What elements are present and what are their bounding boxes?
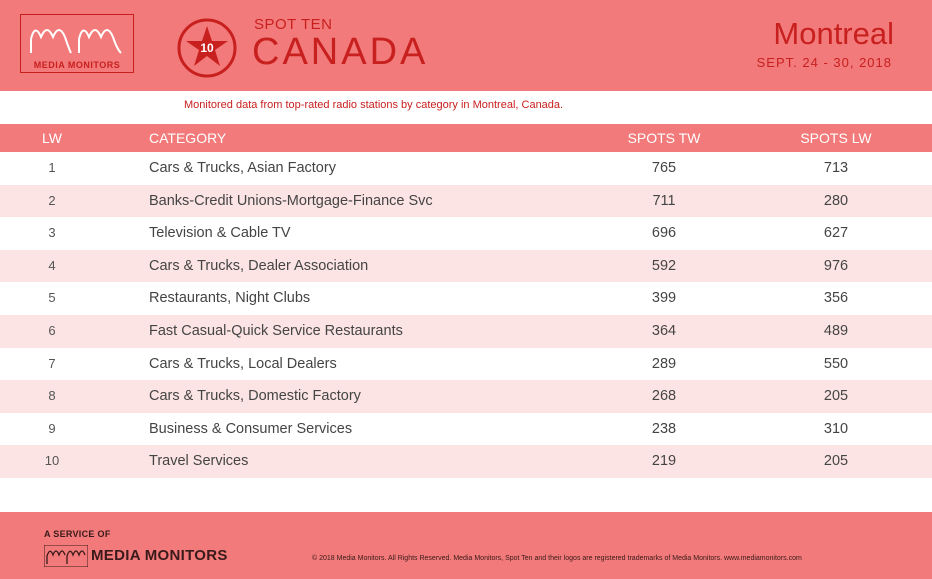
service-of-label: A SERVICE OF	[44, 529, 111, 539]
cell-lw: 2	[48, 192, 56, 208]
cell-lw: 3	[48, 225, 56, 241]
table-row	[0, 348, 932, 381]
footer-brand: MEDIA MONITORS	[91, 547, 228, 564]
cell-spots-tw: 592	[651, 257, 677, 274]
table-row	[0, 185, 932, 218]
table-row	[0, 217, 932, 250]
cell-spots-lw: 489	[823, 322, 849, 339]
cell-category: Fast Casual-Quick Service Restaurants	[149, 322, 403, 339]
cell-spots-tw: 289	[651, 355, 677, 372]
column-header-category: CATEGORY	[149, 130, 227, 146]
cell-spots-lw: 713	[823, 160, 849, 176]
waveform-icon	[29, 19, 125, 57]
cell-spots-lw: 976	[823, 257, 849, 274]
table-row	[0, 152, 932, 185]
country-title: CANADA	[252, 31, 429, 73]
subtitle: Monitored data from top-rated radio stations by category in Montreal, Canada.	[184, 99, 564, 111]
star-badge-icon	[176, 17, 238, 84]
table-header	[0, 124, 932, 152]
table-row	[0, 282, 932, 315]
media-monitors-footer-logo	[44, 545, 88, 572]
cell-spots-lw: 280	[823, 192, 849, 209]
cell-spots-lw: 205	[823, 453, 849, 470]
cell-spots-lw: 205	[823, 388, 849, 405]
waveform-icon	[44, 545, 88, 567]
badge-number: 10	[200, 41, 214, 55]
cell-category: Restaurants, Night Clubs	[149, 290, 311, 307]
cell-category: Cars & Trucks, Dealer Association	[149, 257, 369, 274]
cell-spots-tw: 765	[651, 160, 677, 176]
cell-lw: 1	[48, 160, 56, 175]
cell-spots-tw: 711	[652, 192, 676, 209]
copyright-text: © 2018 Media Monitors. All Rights Reserved. Media Monitors, Spot Ten and their logos are registered trademarks of Media Monitors. www.mediamonitors.com	[312, 555, 802, 562]
city-title: Montreal	[773, 16, 894, 51]
table-row	[0, 413, 932, 446]
cell-lw: 10	[44, 453, 60, 469]
header	[0, 0, 932, 91]
cell-lw: 8	[48, 388, 56, 404]
cell-category: Travel Services	[149, 453, 249, 470]
table-row	[0, 380, 932, 413]
cell-spots-lw: 627	[823, 225, 849, 242]
column-header-lw: LW	[42, 130, 62, 146]
cell-lw: 5	[48, 290, 56, 306]
cell-category: Banks-Credit Unions-Mortgage-Finance Svc	[149, 192, 433, 209]
footer	[0, 512, 932, 579]
brand-line: SPOT TEN	[254, 16, 333, 33]
cell-lw: 7	[48, 355, 56, 371]
table-row	[0, 445, 932, 478]
cell-spots-tw: 268	[651, 388, 677, 405]
column-header-spots-lw: SPOTS LW	[800, 130, 872, 146]
table-row	[0, 315, 932, 348]
cell-spots-tw: 399	[651, 290, 677, 307]
cell-spots-tw: 238	[651, 420, 677, 437]
cell-spots-tw: 219	[651, 453, 677, 470]
cell-lw: 6	[48, 322, 56, 338]
logo-text: MEDIA MONITORS	[33, 60, 121, 70]
table-row	[0, 250, 932, 283]
cell-spots-lw: 550	[823, 355, 849, 372]
cell-category: Business & Consumer Services	[149, 420, 353, 437]
cell-category: Cars & Trucks, Local Dealers	[149, 355, 337, 372]
ranking-table	[0, 124, 932, 478]
cell-spots-tw: 364	[651, 322, 677, 339]
cell-category: Television & Cable TV	[149, 225, 291, 242]
date-range: SEPT. 24 - 30, 2018	[756, 55, 892, 70]
cell-spots-tw: 696	[651, 225, 677, 242]
cell-category: Cars & Trucks, Domestic Factory	[149, 388, 361, 405]
column-header-spots-tw: SPOTS TW	[627, 130, 701, 146]
media-monitors-logo	[20, 14, 134, 73]
cell-lw: 9	[48, 420, 56, 436]
cell-spots-lw: 356	[823, 290, 849, 307]
cell-lw: 4	[48, 257, 56, 273]
cell-spots-lw: 310	[823, 420, 849, 437]
cell-category: Cars & Trucks, Asian Factory	[149, 160, 336, 176]
